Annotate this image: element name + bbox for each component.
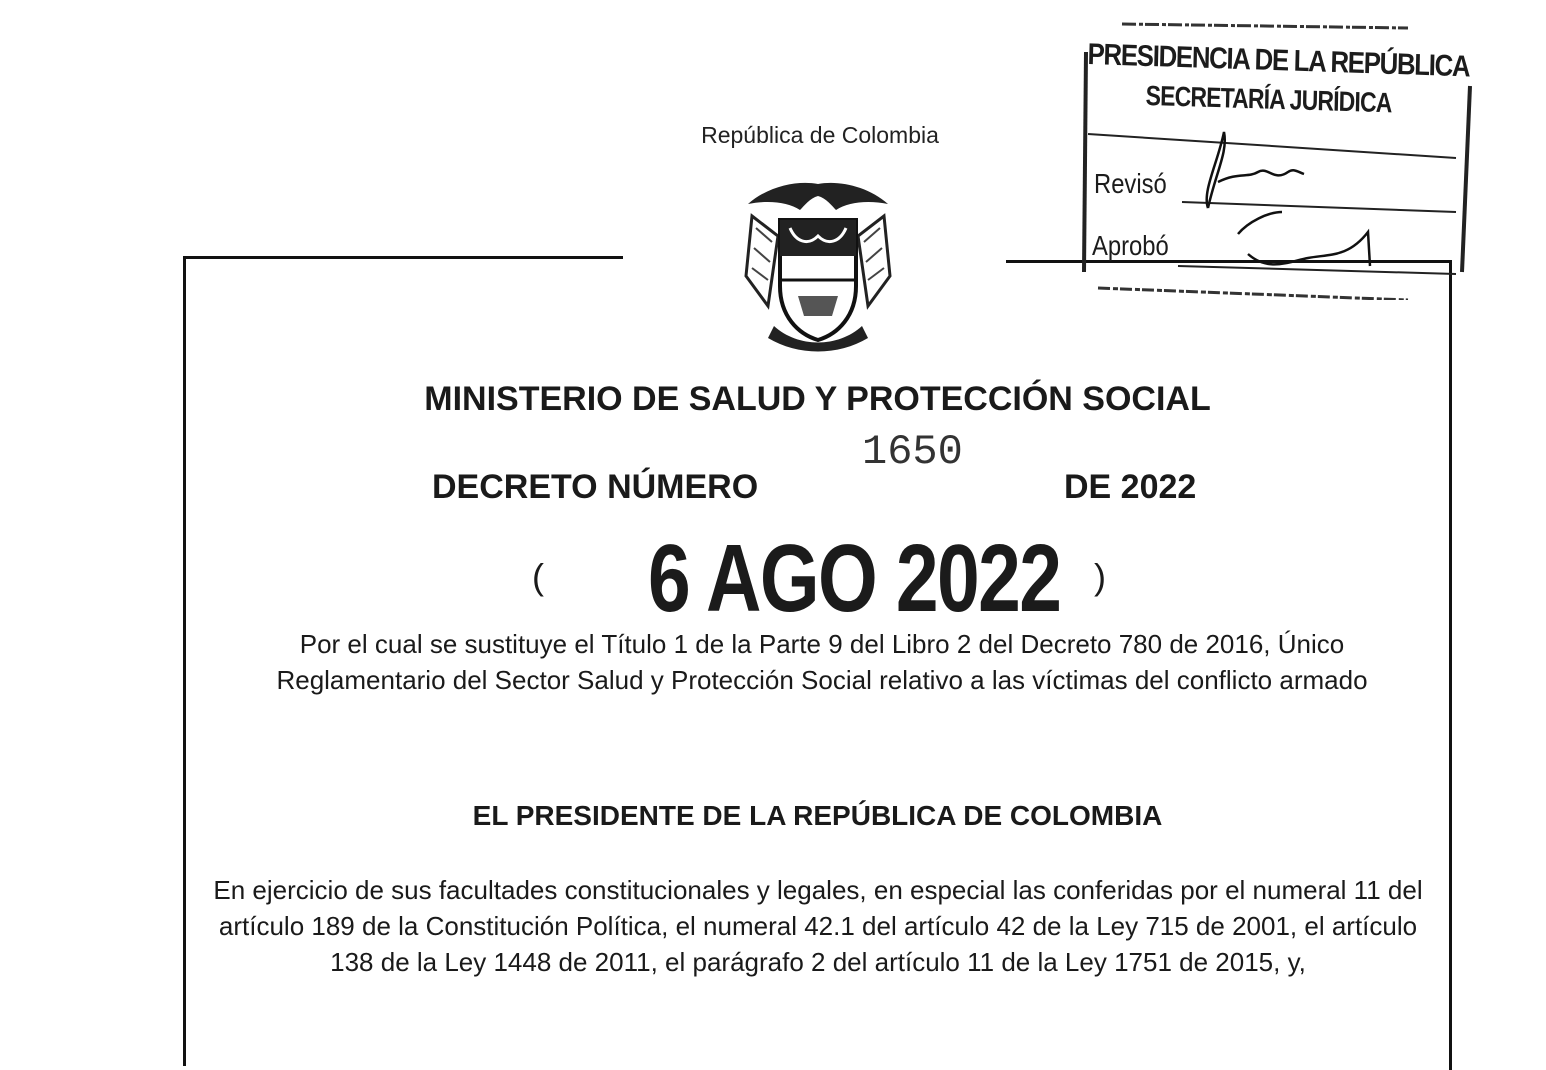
decree-number-label: DECRETO NÚMERO	[432, 468, 759, 506]
stamp-subtitle: SECRETARÍA JURÍDICA	[1145, 80, 1392, 119]
decree-year-label: DE 2022	[1064, 468, 1197, 506]
date-paren-open: (	[532, 556, 544, 597]
frame-left-rule	[183, 256, 186, 1066]
decree-summary: Por el cual se sustituye el Título 1 de la Parte 9 del Libro 2 del Decreto 780 de 2016, Único Reglamentario del Sector Salud y Protección Social relativo a las víctimas del conflicto armado	[276, 629, 1368, 695]
stamp-approved-label: Aprobó	[1092, 230, 1169, 261]
stamp-reviewed-label: Revisó	[1094, 168, 1167, 199]
presidency-review-stamp	[1078, 22, 1478, 300]
coat-of-arms-icon	[738, 176, 898, 352]
date-paren-close: )	[1094, 556, 1106, 597]
republic-heading: República de Colombia	[701, 122, 939, 148]
frame-top-left-rule	[183, 256, 623, 259]
frame-right-rule	[1449, 260, 1452, 1070]
stamp-title: PRESIDENCIA DE LA REPÚBLICA	[1087, 38, 1470, 84]
ministry-heading: MINISTERIO DE SALUD Y PROTECCIÓN SOCIAL	[424, 380, 1211, 418]
decree-number: 1650	[862, 428, 963, 476]
decree-date-stamp: 6 AGO 2022	[648, 525, 1061, 632]
authority-heading: EL PRESIDENTE DE LA REPÚBLICA DE COLOMBIA	[472, 800, 1163, 831]
powers-paragraph: En ejercicio de sus facultades constitucionales y legales, en especial las conferidas por el numeral 11 del artículo 189 de la Constitución Política, el numeral 42.1 del artículo 42 de la Ley 715 de 2001, el artículo 138 de la Ley 1448 de 2011, el parágrafo 2 del artículo 11 de la Ley 1751 de 2015, y,	[213, 875, 1423, 977]
